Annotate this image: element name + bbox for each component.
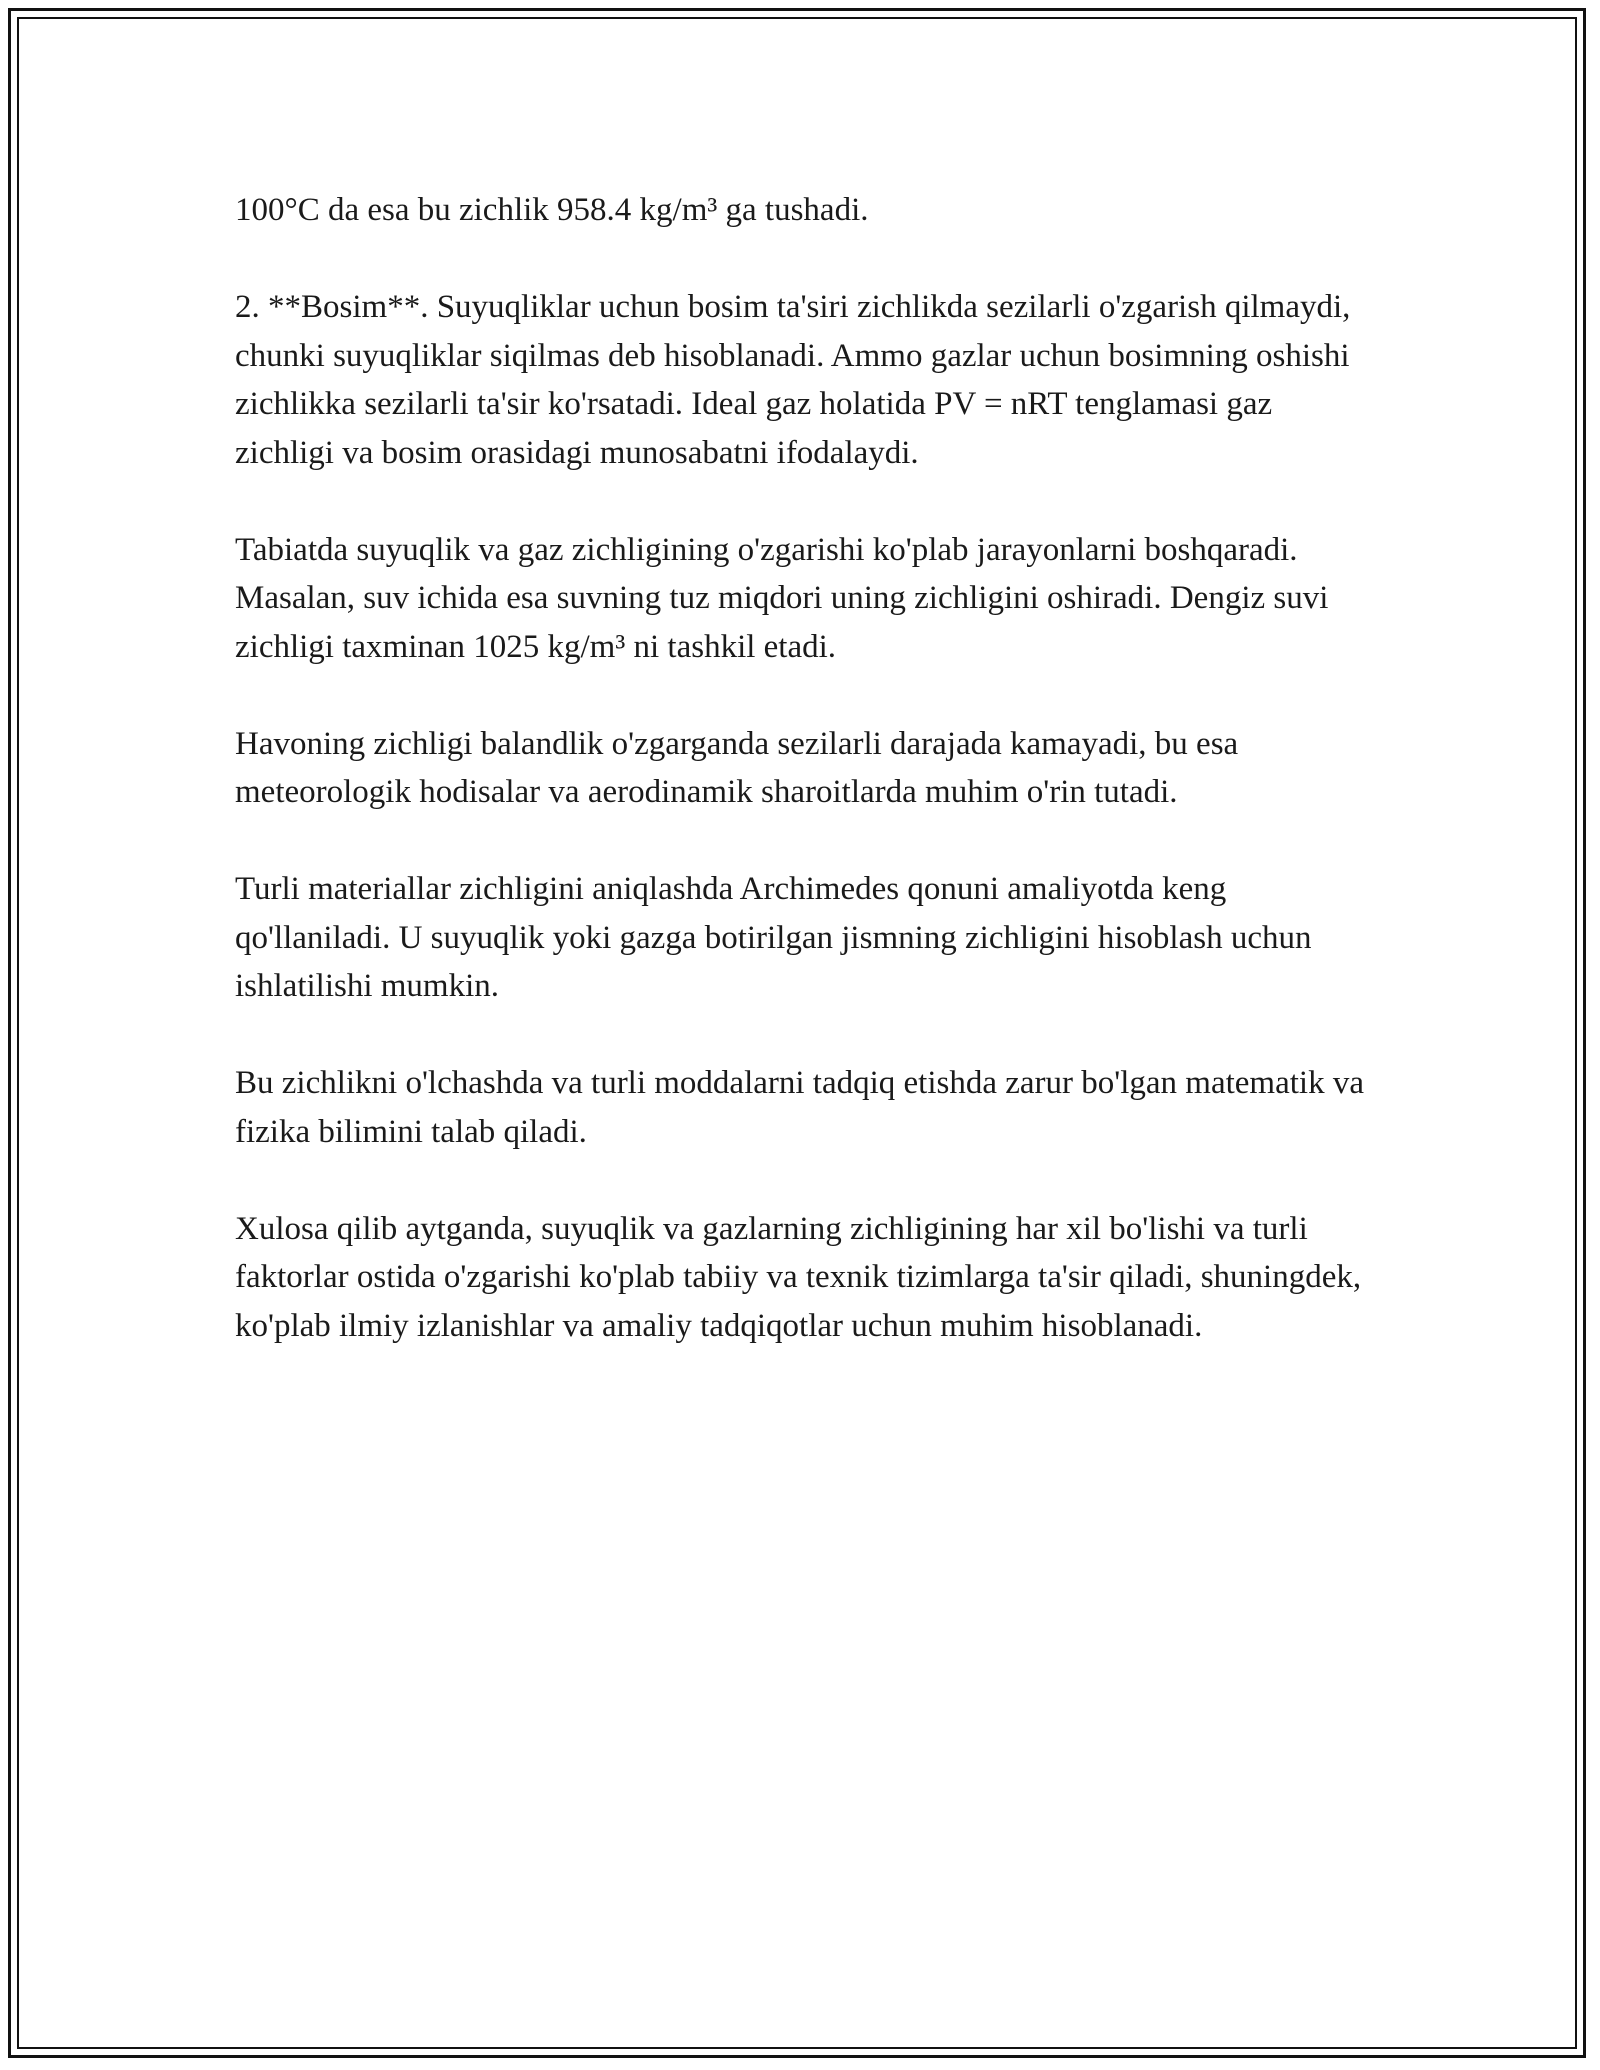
paragraph: Turli materiallar zichligini aniqlashda Archimedes qonuni amaliyotda keng qo'llaniladi. U suyuqlik yoki gazga botirilgan jismning zichligini hisoblash uchun ishlatilishi mumkin. [235, 871, 1312, 1004]
paragraph: Tabiatda suyuqlik va gaz zichligining o'zgarishi ko'plab jarayonlarni boshqaradi. Masalan, suv ichida esa suvning tuz miqdori uning zichligini oshiradi. Dengiz suvi zichligi taxminan 1025 kg/m³ ni tashkil etadi. [235, 531, 1329, 665]
paragraph: 100°C da esa bu zichlik 958.4 kg/m³ ga tushadi. [235, 192, 869, 228]
paragraph: Xulosa qilib aytganda, suyuqlik va gazlarning zichligining har xil bo'lishi va turli faktorlar ostida o'zgarishi ko'plab tabiiy va texnik tizimlarga ta'sir qiladi, shuningdek, ko'plab ilmiy izlanishlar va amaliy tadqiqotlar uchun muhim hisoblanadi. [235, 1210, 1362, 1344]
paragraph: 2. **Bosim**. Suyuqliklar uchun bosim ta'siri zichlikda sezilarli o'zgarish qilmaydi, chunki suyuqliklar siqilmas deb hisoblanadi. Ammo gazlar uchun bosimning oshishi zichlikka sezilarli ta'sir ko'rsatadi. Ideal gaz holatida PV = nRT tenglamasi gaz zichligi va bosim orasidagi munosabatni ifodalaydi. [235, 289, 1351, 471]
paragraph: Havoning zichligi balandlik o'zgarganda sezilarli darajada kamayadi, bu esa meteorologik hodisalar va aerodinamik sharoitlarda muhim o'rin tutadi. [235, 725, 1239, 810]
document-body [235, 186, 1370, 1399]
paragraph: Bu zichlikni o'lchashda va turli moddalarni tadqiq etishda zarur bo'lgan matematik va fizika bilimini talab qiladi. [235, 1065, 1364, 1150]
